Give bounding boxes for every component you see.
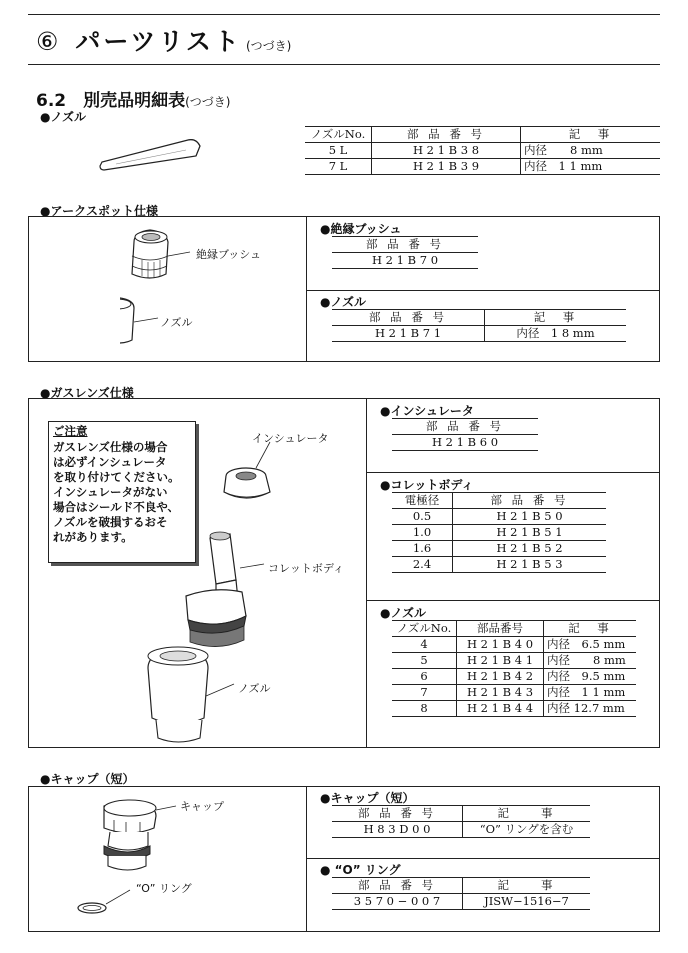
chapter-title: パーツリスト bbox=[75, 27, 242, 56]
table-cell: 1.0 bbox=[392, 525, 453, 541]
table-cell: 4 bbox=[392, 637, 457, 653]
nozzle-label: ●ノズル bbox=[40, 110, 86, 124]
table-cell: 0.5 bbox=[392, 509, 453, 525]
table-row bbox=[392, 701, 636, 717]
arc-nozzle-col-note: 記 事 bbox=[485, 310, 627, 326]
callout-insulating-bush: 絶縁ブッシュ bbox=[196, 248, 262, 261]
bush-label: ●絶縁ブッシュ bbox=[320, 222, 402, 236]
caution-line: れがあります。 bbox=[53, 530, 133, 544]
table-cell: 3 5 7 0 − 0 0 7 bbox=[332, 894, 463, 910]
nozzle-table bbox=[305, 126, 660, 175]
o-ring-table bbox=[332, 877, 590, 910]
header-bottom-rule bbox=[28, 64, 660, 65]
header-top-rule bbox=[28, 14, 660, 15]
table-cell: H 2 1 B 5 2 bbox=[453, 541, 607, 557]
table-cell: 内径 1 8 mm bbox=[485, 326, 627, 342]
o-ring-col-note: 記 事 bbox=[463, 878, 591, 894]
table-cell: JISW−1516−7 bbox=[463, 894, 591, 910]
caution-line: 場合はシールド不良や、 bbox=[53, 500, 180, 514]
nozzle-illustration bbox=[96, 128, 216, 176]
table-row bbox=[392, 557, 606, 573]
table-row bbox=[305, 143, 660, 159]
arc-spot-label: ●アークスポット仕様 bbox=[40, 204, 158, 218]
caution-line: は必ずインシュレータ bbox=[53, 455, 167, 469]
table-row bbox=[332, 253, 478, 269]
caution-head: ご注意 bbox=[53, 424, 88, 438]
gas-nozzle-label: ●ノズル bbox=[380, 606, 426, 620]
caution-line: ノズルを破損するおそ bbox=[53, 515, 168, 529]
nozzle-col-no: ノズルNo. bbox=[305, 127, 372, 143]
arc-nozzle-col-part: 部 品 番 号 bbox=[332, 310, 485, 326]
table-cell: 7 L bbox=[305, 159, 372, 175]
cap-col-note: 記 事 bbox=[463, 806, 591, 822]
page-title bbox=[36, 22, 291, 58]
table-cell: “O” リングを含む bbox=[463, 822, 591, 838]
table-row bbox=[392, 669, 636, 685]
gas-lens-hdivider-2 bbox=[366, 600, 660, 601]
chapter-title-sub: (つづき) bbox=[245, 39, 292, 53]
bush-table bbox=[332, 236, 478, 269]
table-cell: H 2 1 B 5 1 bbox=[453, 525, 607, 541]
gas-nozzle-col-note: 記 事 bbox=[544, 621, 637, 637]
table-cell: H 2 1 B 7 0 bbox=[332, 253, 478, 269]
table-row bbox=[332, 894, 590, 910]
table-cell: H 2 1 B 4 3 bbox=[457, 685, 544, 701]
collet-col-dia: 電極径 bbox=[392, 493, 453, 509]
table-row bbox=[392, 435, 538, 451]
gas-lens-hdivider-1 bbox=[366, 472, 660, 473]
table-cell: 内径 8 mm bbox=[521, 143, 661, 159]
arc-nozzle-table bbox=[332, 309, 626, 342]
table-cell: H 2 1 B 4 4 bbox=[457, 701, 544, 717]
table-cell: H 2 1 B 4 0 bbox=[457, 637, 544, 653]
cap-col-part: 部 品 番 号 bbox=[332, 806, 463, 822]
chapter-number: ⑥ bbox=[36, 27, 62, 56]
table-cell: 内径 9.5 mm bbox=[544, 669, 637, 685]
cap-divider bbox=[306, 786, 307, 932]
insulator-table bbox=[392, 418, 538, 451]
table-row bbox=[392, 637, 636, 653]
table-cell: 内径 12.7 mm bbox=[544, 701, 637, 717]
arc-nozzle-label: ●ノズル bbox=[320, 295, 366, 309]
table-cell: H 2 1 B 4 2 bbox=[457, 669, 544, 685]
collet-col-part: 部 品 番 号 bbox=[453, 493, 607, 509]
table-cell: H 2 1 B 5 3 bbox=[453, 557, 607, 573]
caution-line: ガスレンズ仕様の場合 bbox=[53, 440, 168, 454]
cap-label: ●キャップ（短） bbox=[320, 791, 415, 805]
table-cell: 7 bbox=[392, 685, 457, 701]
table-row bbox=[332, 822, 590, 838]
table-cell: 6 bbox=[392, 669, 457, 685]
callout-collet-body: コレットボディ bbox=[268, 562, 345, 575]
callout-o-ring: “O” リング bbox=[136, 882, 192, 895]
gas-lens-divider bbox=[366, 398, 367, 748]
table-cell: 内径 8 mm bbox=[544, 653, 637, 669]
arc-spot-illustration bbox=[120, 222, 210, 352]
table-cell: 8 bbox=[392, 701, 457, 717]
table-cell: 内径 1 1 mm bbox=[521, 159, 661, 175]
arc-spot-divider bbox=[306, 216, 307, 362]
table-row bbox=[305, 159, 660, 175]
table-row bbox=[392, 653, 636, 669]
section-title-text: 6.2 別売品明細表 bbox=[36, 91, 186, 111]
arc-spot-hdivider bbox=[306, 290, 660, 291]
table-cell: 1.6 bbox=[392, 541, 453, 557]
table-cell: 5 bbox=[392, 653, 457, 669]
caution-line: を取り付けてください。 bbox=[53, 470, 180, 484]
table-row bbox=[392, 541, 606, 557]
cap-section-label: ●キャップ（短） bbox=[40, 772, 135, 786]
table-cell: H 2 1 B 7 1 bbox=[332, 326, 485, 342]
table-cell: H 2 1 B 5 0 bbox=[453, 509, 607, 525]
table-cell: H 2 1 B 3 8 bbox=[372, 143, 521, 159]
o-ring-label: ● “O” リング bbox=[320, 863, 401, 877]
gas-nozzle-col-no: ノズルNo. bbox=[392, 621, 457, 637]
callout-cap: キャップ bbox=[180, 800, 224, 813]
collet-table bbox=[392, 492, 606, 573]
gas-nozzle-table bbox=[392, 620, 636, 717]
callout-gas-nozzle: ノズル bbox=[238, 682, 271, 695]
nozzle-col-note: 記 事 bbox=[521, 127, 661, 143]
callout-insulator: インシュレータ bbox=[252, 432, 329, 445]
cap-hdivider bbox=[306, 858, 660, 859]
table-cell: 内径 6.5 mm bbox=[544, 637, 637, 653]
table-cell: H 2 1 B 4 1 bbox=[457, 653, 544, 669]
table-cell: H 2 1 B 3 9 bbox=[372, 159, 521, 175]
cap-table bbox=[332, 805, 590, 838]
gas-lens-label: ●ガスレンズ仕様 bbox=[40, 386, 134, 400]
table-row bbox=[392, 685, 636, 701]
table-cell: H 8 3 D 0 0 bbox=[332, 822, 463, 838]
table-row bbox=[392, 509, 606, 525]
bush-col-part: 部 品 番 号 bbox=[332, 237, 478, 253]
table-cell: 2.4 bbox=[392, 557, 453, 573]
section-title-sub: (つづき) bbox=[185, 95, 231, 109]
table-cell: 内径 1 1 mm bbox=[544, 685, 637, 701]
table-cell: 5 L bbox=[305, 143, 372, 159]
table-row bbox=[392, 525, 606, 541]
collet-label: ●コレットボディ bbox=[380, 478, 474, 492]
gas-lens-illustration bbox=[130, 440, 330, 746]
o-ring-col-part: 部 品 番 号 bbox=[332, 878, 463, 894]
gas-nozzle-col-part: 部品番号 bbox=[457, 621, 544, 637]
caution-line: インシュレータがない bbox=[53, 485, 168, 499]
nozzle-col-part: 部 品 番 号 bbox=[372, 127, 521, 143]
insulator-col-part: 部 品 番 号 bbox=[392, 419, 538, 435]
table-cell: H 2 1 B 6 0 bbox=[392, 435, 538, 451]
table-row bbox=[332, 326, 626, 342]
insulator-label: ●インシュレータ bbox=[380, 404, 474, 418]
callout-nozzle: ノズル bbox=[160, 316, 193, 329]
